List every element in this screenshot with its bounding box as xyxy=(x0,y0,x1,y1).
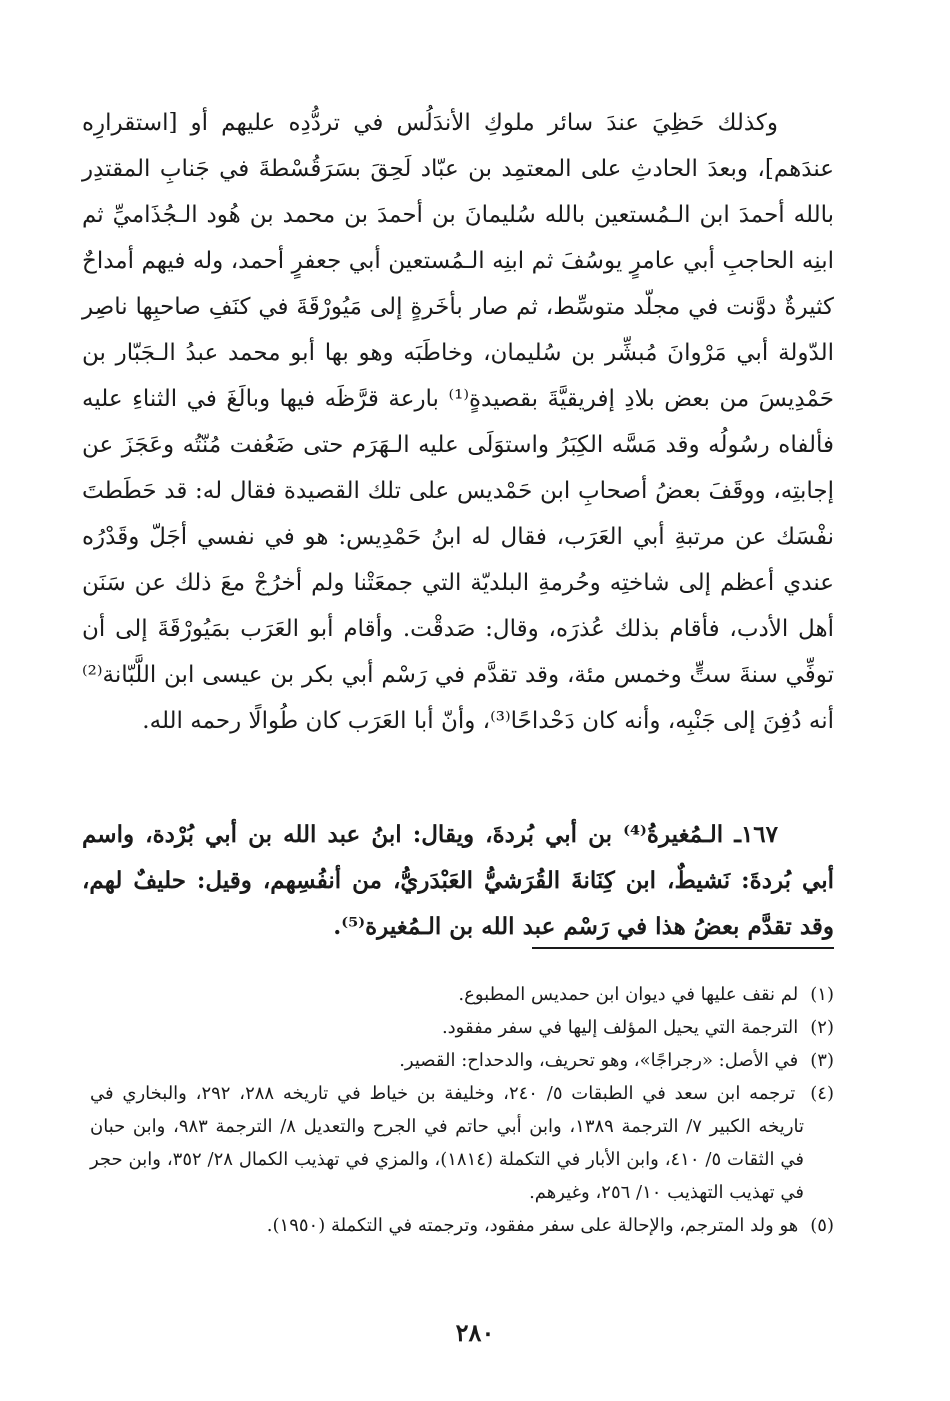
entry-heading-paragraph: ١٦٧ـ الـمُغيرةُ⁽⁴⁾ بن أبي بُردةَ، ويقال: ابنُ عبد الله بن أبي بُرْدة، واسم أبي بُردةَ: نَشيطٌ، ابن كِنَانةَ القُرَشيُّ العَبْدَريُّ، من أنفُسِهم، وقيل: حليفٌ لهم، وقد تقدَّم بعضُ هذا في رَسْم عبد الله بن الـمُغيرة⁽⁵⁾. xyxy=(82,821,834,940)
footnote-2 xyxy=(90,1011,834,1044)
footnote-number: (٢) xyxy=(810,1017,834,1038)
footnote-text: هو ولد المترجم، والإحالة على سفر مفقود، وترجمته في التكملة (١٩٥٠). xyxy=(266,1215,799,1236)
footnote-text: لم نقف عليها في ديوان ابن حمديس المطبوع. xyxy=(458,984,799,1005)
footnote-number: (١) xyxy=(810,984,834,1005)
footnote-number: (٤) xyxy=(810,1083,834,1104)
footnote-4 xyxy=(90,1077,834,1209)
footnote-5 xyxy=(90,1209,834,1242)
footnote-3 xyxy=(90,1044,834,1077)
footnote-1 xyxy=(90,978,834,1011)
biography-paragraph: وكذلك حَظِيَ عندَ سائر ملوكِ الأندَلُس في تردُّدِه عليهم أو [استقرارِه عندَهم]، وبعدَ الحادثِ على المعتمِد بن عبّاد لَحِقَ بسَرَقُسْطةَ في جَنابِ المقتدِر بالله أحمدَ ابن الـمُستعين بالله سُليمانَ بن أحمدَ بن محمد بن هُود الـجُذَاميِّ ثم ابنِه الحاجبِ أبي عامرٍ يوسُفَ ثم ابنِه الـمُستعين أبي جعفرٍ أحمد، وله فيهم أمداحٌ كثيرةٌ دوَّنت في مجلّد متوسِّط، ثم صار بأخَرةٍ إلى مَيُورْقَةَ في كنَفِ صاحبِها ناصِر الدّولة أبي مَرْوانَ مُبشِّر بن سُليمان، وخاطَبَه وهو بها أبو محمد عبدُ الـجَبّار بن حَمْدِيسَ من بعض بلادِ إفريقيَّةَ بقصيدةٍ⁽¹⁾ بارعة قرَّظَه فيها وبالَغَ في الثناءِ عليه فألفاه رسُولُه وقد مَسَّه الكِبَرُ واستوَلَى عليه الـهَرَم حتى ضَعُفت مُنّتُه وعَجَزَ عن إجابتِه، ووقَفَ بعضُ أصحابِ ابن حَمْديس على تلك القصيدة فقال له: قد حَطَطتَ نفْسَك عن مرتبةِ أبي العَرَب، فقال له ابنُ حَمْدِيس: هو في نفسي أجَلّ وقَدْرُه عندي أعظم إلى شاختِه وحُرمةِ البلديّة التي جمعَتْنا ولم أخرُجْ معَ ذلك عن سَنَن أهل الأدب، فأقام بذلك عُذرَه، وقال: صَدقْت. وأقام أبو العَرَب بمَيُورْقَةَ إلى أن توفِّي سنةَ ستٍّ وخمس مئة، وقد تقدَّم في رَسْم أبي بكر بن عيسى ابن اللَّبّانة⁽²⁾ أنه دُفِنَ إلى جَنْبِه، وأنه كان دَحْداحًا⁽³⁾، وأنّ أبا العَرَب كان طُوالًا رحمه الله. xyxy=(82,110,834,734)
footnote-divider xyxy=(532,947,834,949)
footnote-text: الترجمة التي يحيل المؤلف إليها في سفر مفقود. xyxy=(441,1017,799,1038)
footnote-text: في الأصل: «رجراجًا»، وهو تحريف، والدحداح: القصير. xyxy=(399,1050,799,1071)
footnote-number: (٣) xyxy=(810,1050,834,1071)
footnote-number: (٥) xyxy=(810,1215,834,1236)
page-number: ٢٨٠ xyxy=(455,1318,495,1347)
footnote-text: ترجمه ابن سعد في الطبقات ٥/ ٢٤٠، وخليفة بن خياط في تاريخه ٢٨٨، ٢٩٢، والبخاري في تاريخه الكبير ٧/ الترجمة ١٣٨٩، وابن أبي حاتم في الجرح والتعديل ٨/ الترجمة ٩٨٣، وابن حبان في الثقات ٥/ ٤١٠، وابن الأبار في التكملة (١٨١٤)، والمزي في تهذيب الكمال ٢٨/ ٣٥٢، وابن حجر في تهذيب التهذيب ١٠/ ٢٥٦، وغيرهم. xyxy=(90,1083,805,1203)
main-body-text xyxy=(82,100,834,744)
biography-entry-167 xyxy=(82,812,834,950)
footnotes-section xyxy=(90,978,834,1242)
